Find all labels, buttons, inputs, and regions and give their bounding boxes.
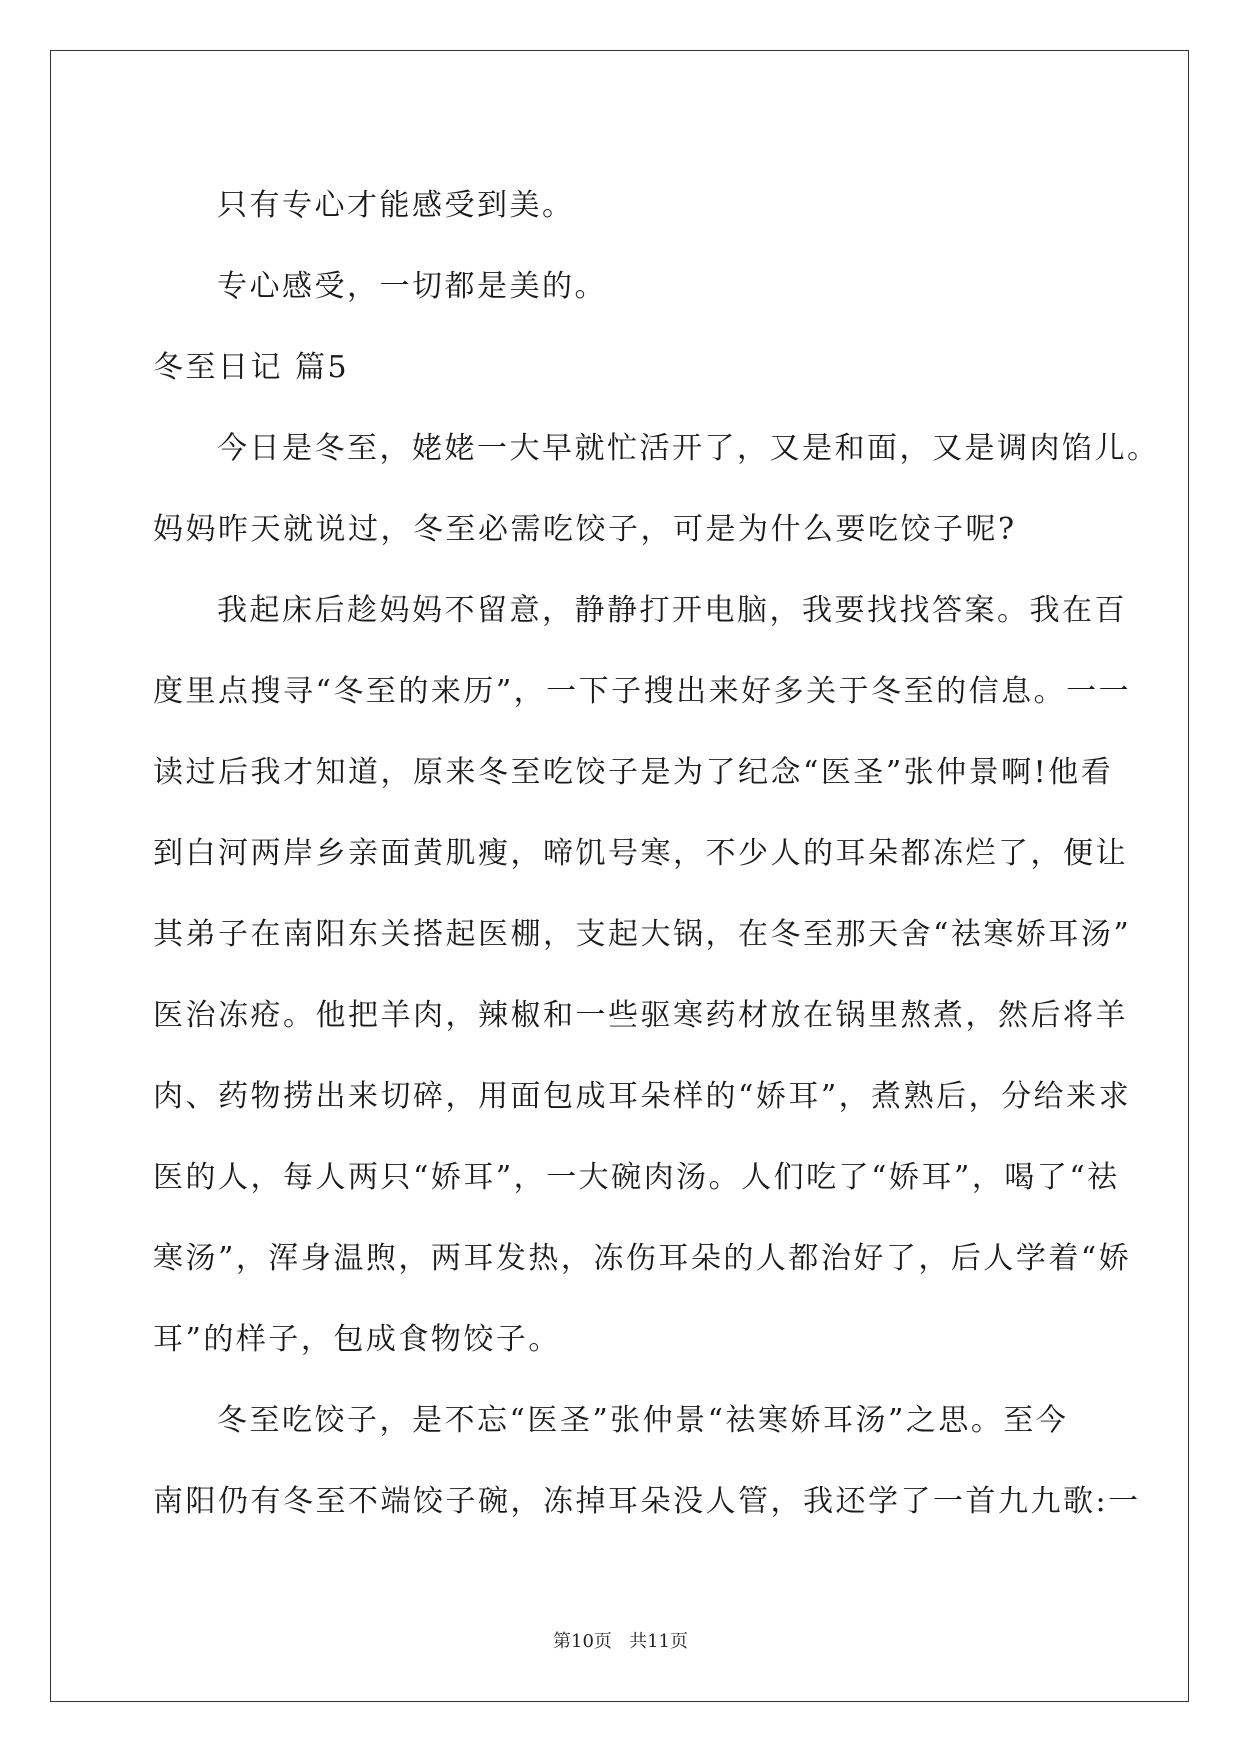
paragraph-line: 读过后我才知道，原来冬至吃饺子是为了纪念“医圣”张仲景啊!他看 bbox=[153, 755, 1114, 790]
paragraph bbox=[153, 1380, 1141, 1542]
paragraph-line: 只有专心才能感受到美。 bbox=[217, 188, 575, 223]
paragraph-line: 耳”的样子，包成食物饺子。 bbox=[153, 1322, 561, 1357]
paragraph-line: 妈妈昨天就说过，冬至必需吃饺子，可是为什么要吃饺子呢? bbox=[153, 512, 1017, 547]
paragraph-line: 肉、药物捞出来切碎，用面包成耳朵样的“娇耳”，煮熟后，分给来求 bbox=[153, 1079, 1132, 1114]
paragraph-line: 到白河两岸乡亲面黄肌瘦，啼饥号寒，不少人的耳朵都冻烂了，便让 bbox=[153, 836, 1128, 871]
paragraph bbox=[153, 408, 1160, 570]
paragraph-line: 寒汤”，浑身温煦，两耳发热，冻伤耳朵的人都治好了，后人学着“娇 bbox=[153, 1241, 1132, 1276]
paragraph-line: 今日是冬至，姥姥一大早就忙活开了，又是和面，又是调肉馅儿。 bbox=[217, 431, 1160, 466]
page-number: 第10页 共11页 bbox=[553, 1631, 688, 1652]
paragraph-line: 专心感受，一切都是美的。 bbox=[217, 269, 607, 304]
document-body bbox=[153, 165, 1160, 1542]
paragraph-line: 南阳仍有冬至不端饺子碗，冻掉耳朵没人管，我还学了一首九九歌:一 bbox=[153, 1484, 1141, 1519]
paragraph-line: 医治冻疮。他把羊肉，辣椒和一些驱寒药材放在锅里熬煮，然后将羊 bbox=[153, 998, 1128, 1033]
paragraph-line: 我起床后趁妈妈不留意，静静打开电脑，我要找找答案。我在百 bbox=[217, 593, 1127, 628]
paragraph-line: 度里点搜寻“冬至的来历”，一下子搜出来好多关于冬至的信息。一一 bbox=[153, 674, 1132, 709]
paragraph bbox=[153, 570, 1132, 1380]
paragraph-line: 冬至吃饺子，是不忘“医圣”张仲景“祛寒娇耳汤”之思。至今 bbox=[217, 1403, 1069, 1438]
paragraph-line: 医的人，每人两只“娇耳”，一大碗肉汤。人们吃了“娇耳”，喝了“祛 bbox=[153, 1160, 1120, 1195]
paragraph-line: 其弟子在南阳东关搭起医棚，支起大锅，在冬至那天舍“祛寒娇耳汤” bbox=[153, 917, 1132, 952]
section-heading: 冬至日记 篇5 bbox=[153, 350, 350, 385]
